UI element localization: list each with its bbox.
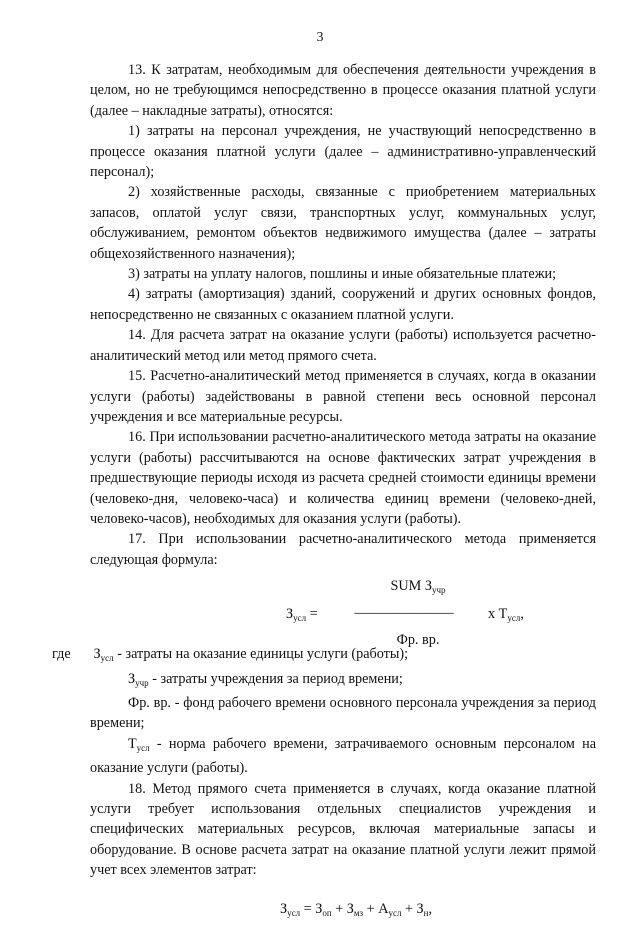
definition-z-usl: где $З_{усл}$ - затраты на оказание единицы услуги (работы); <box>52 646 409 664</box>
paragraph-13: 13. К затратам, необходимым для обеспечения деятельности учреждения в целом, но не требующимся непосредственно в процессе оказания платной услуги (далее – накладные затраты), относятся: <box>90 62 596 119</box>
list-item-2: 2) хозяйственные расходы, связанные с приобретением материальных запасов, оплатой услуг связи, транспортных услуг, коммунальных услуг, обслуживанием, ремонтом объектов недвижимого имущества (далее – затраты общехозяйственного назначения); <box>90 184 596 262</box>
definition-z-uchr: $З_{учр}$ - затраты учреждения за период времени; <box>128 670 403 688</box>
page-number: 3 <box>316 30 324 45</box>
formula-direct-expression: $З_{усл} = З_{оп} + З_{мз} + А_{усл} + З_н$, <box>280 900 433 918</box>
paragraph-14: 14. Для расчета затрат на оказание услуги (работы) используется расчетно-аналитический метод или метод прямого счета. <box>90 327 596 364</box>
paragraph-16: 16. При использовании расчетно-аналитического метода затраты на оказание услуги (работы) рассчитываются на основе фактических затрат учреждения в предшествующие периоды исходя из расчета средней стоимости единицы времени (человеко-дня, человеко-часа) и количества единиц времени (человеко-дней, человеко-часов), необходимых для оказания услуги (работы). <box>90 429 596 527</box>
formula-lhs: $З_{усл}$ = <box>286 606 318 624</box>
document-body <box>52 60 596 927</box>
formula-rhs: х $Т_{усл}$, <box>488 606 524 624</box>
formula-fraction-bar: ――――――― <box>354 605 454 622</box>
where-label: где <box>52 646 71 663</box>
formula-analytical <box>90 570 596 649</box>
paragraph-15: 15. Расчетно-аналитический метод применяется в случаях, когда в оказании услуги (работы) задействованы в равной степени весь основной персонал учреждения и все материальные ресурсы. <box>90 368 596 425</box>
list-item-1: 1) затраты на персонал учреждения, не участвующий непосредственно в процессе оказания платной услуги (далее – административно-управленческий персонал); <box>90 123 596 181</box>
paragraph-18: 18. Метод прямого счета применяется в случаях, когда оказание платной услуги требует использования отдельных специалистов учреждения и специфических материальных ресурсов, включая материальные запасы и оборудование. В основе расчета затрат на оказание платной услуги лежит прямой учет всех элементов затрат: <box>90 780 596 879</box>
formula-denominator: Фр. вр. <box>396 632 440 649</box>
list-item-4: 4) затраты (амортизация) зданий, сооружений и других основных фондов, непосредственно не связанных с оказанием платной услуги. <box>90 286 596 323</box>
list-item-3: 3) затраты на уплату налогов, пошлины и иные обязательные платежи; <box>128 266 557 283</box>
formula-direct <box>90 893 596 927</box>
formula-numerator: SUM $З_{учр}$ <box>390 578 446 596</box>
definition-fr-vr: Фр. вр. - фонд рабочего времени основного персонала учреждения за период времени; <box>90 694 596 732</box>
definition-t-usl: $Т_{усл}$ - норма рабочего времени, затрачиваемого основным персоналом на оказание услуги (работы). <box>90 735 596 777</box>
paragraph-17: 17. При использовании расчетно-аналитического метода применяется следующая формула: <box>90 531 596 568</box>
